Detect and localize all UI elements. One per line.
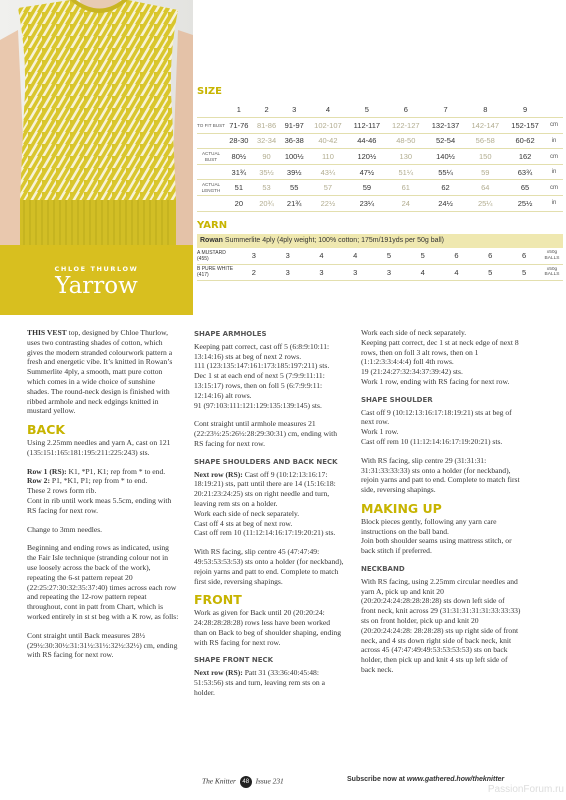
cell: 24½ [426,196,466,212]
cell: 120½ [348,149,386,165]
cell: 152-157 [505,118,545,134]
cell: 21¾ [280,196,308,212]
footer-subscribe [347,776,504,783]
page-number: 48 [240,776,252,788]
size-row [197,149,563,165]
cell: 22½ [308,196,348,212]
size-number: 4 [308,102,348,118]
paragraph: Work as given for Back until 20 (20:20:24: 24:28:28:28:28) rows less have been worked than on Back to beg of shoulder shaping, ending with RS facing for next row. [194,608,341,647]
paragraph: Using 2.25mm needles and yarn A, cast on 121 (135:151:165:181:195:211:225:243) sts. [27,437,171,457]
cell: 64 [465,180,505,196]
paragraph: Cast off rem 10 (11:12:14:16:17:19:20:21) sts. [361,436,503,446]
paragraph: Block pieces gently, following any yarn care instructions on the ball band. [361,516,497,536]
instruction-row [194,470,344,509]
yarn-colour-label: B PURE WHITE (417) [197,264,237,280]
designer-name: CHLOE THURLOW [54,265,139,273]
shape-armholes-heading: SHAPE ARMHOLES [194,330,267,338]
cell: 102-107 [308,118,348,134]
yarn-table [197,248,563,281]
shape-front-neck-heading: SHAPE FRONT NECK [194,656,274,665]
yarn-colour-label: A MUSTARD (455) [197,248,237,264]
cell: 60-62 [505,133,545,149]
cell: 20 [225,196,253,212]
subscribe-link[interactable]: www.gathered.how/theknitter [406,776,505,783]
cell: 5 [507,264,541,280]
size-row [197,180,563,196]
size-row [197,196,563,212]
cell: 35½ [253,164,281,180]
cell: 63¾ [505,164,545,180]
cell: 140½ [426,149,466,165]
column-2 [194,328,344,707]
row-text: Cast off 9 (10:12:13:16:17: 18:19:21) sts, patt until there are 14 (15:16:18: 20:21:23:24:25) sts on right needle and turn, leaving rem sts on a holder. [194,469,336,508]
shape-shoulders-heading: SHAPE SHOULDERS AND BACK NECK [194,457,338,466]
size-heading: SIZE [197,86,223,97]
paragraph: Change to 3mm needles. [27,524,103,534]
row-text: P1, *K1, P1; rep from * to end. [50,476,148,486]
size-number-row [197,102,563,118]
paragraph: Cast off 4 sts at beg of next row. [194,518,293,528]
cell: 25½ [505,196,545,212]
size-number: 1 [225,102,253,118]
cell: 3 [237,248,271,264]
cell: 43¼ [308,164,348,180]
paragraph: Beginning and ending rows as indicated, using the Fair Isle technique (stranding colour not in use loosely across the back of the work), repeating the 6-st pattern repeat 20 (22:25:27:30:32:35:37:40) times across each row and repeating the 12-row pattern repeat throughout, cont in patt from Chart, which is worked entirely in st st beg with a K row, as folls: [27,543,179,621]
cell: 4 [305,248,339,264]
yarn-description [197,234,563,248]
paragraph: Work each side of neck separately. [361,328,467,337]
paragraph: Work each side of neck separately. [194,508,300,518]
cell: 62 [426,180,466,196]
cell: 4 [440,264,474,280]
paragraph: Keeping patt correct, dec 1 st at neck edge of next 8 rows, then on foll 3 alt rows, then on 1 (1:1:2:3:3:4:4:4) foll 4th rows. [361,337,519,367]
unit-cell: in [545,133,563,149]
cell: 71-76 [225,118,253,134]
cell: 132-137 [426,118,466,134]
front-heading: FRONT [194,592,242,608]
cell: 40-42 [308,133,348,149]
magazine-name: The Knitter [202,776,236,786]
instruction-row [27,467,179,477]
unit-cell: cm [545,118,563,134]
yarn-brand: Rowan [200,237,223,244]
cell: 3 [372,264,406,280]
row-label: Row 1 (RS): [27,466,67,476]
unit-cell: in [545,196,563,212]
column-3 [361,328,521,684]
yarn-row [197,264,563,280]
size-number: 5 [348,102,386,118]
cell: 52-54 [426,133,466,149]
row-label: ACTUAL LENGTH [197,180,225,196]
cell: 61 [386,180,426,196]
paragraph: With RS facing, slip centre 29 (31:31:31: 31:31:33:33:33) sts onto a holder (for neckband), rejoin yarns and patt to end. Complete to match first side, reversing shapings. [361,455,520,495]
cell: 44-46 [348,133,386,149]
cell: 150 [465,149,505,165]
cell: 55 [280,180,308,196]
cell: 59 [348,180,386,196]
paragraph: Cast off 9 (10:12:13:16:17:18:19:21) sts at beg of next row. [361,407,512,427]
paragraph: With RS facing, slip centre 45 (47:47:49: 49:53:53:53:53) sts onto a holder (for neckband), rejoin yarns and patt to end. Complete to match first side, reversing shapings. [194,547,344,586]
cell: 25¼ [465,196,505,212]
yarn-row [197,248,563,264]
cell: 57 [308,180,348,196]
cell: 5 [473,264,507,280]
intro-lead: THIS VEST [27,328,67,337]
cell: 6 [473,248,507,264]
size-number: 7 [426,102,466,118]
cell: 47½ [348,164,386,180]
cell: 36-38 [280,133,308,149]
size-number: 6 [386,102,426,118]
cell: 5 [372,248,406,264]
pattern-title: Yarrow [55,273,138,299]
size-number: 3 [280,102,308,118]
neckband-heading: NECKBAND [361,564,405,573]
cell: 59 [465,164,505,180]
intro-paragraph [27,328,179,416]
cell: 24 [386,196,426,212]
paragraph: Work 1 row. [361,427,399,437]
paragraph: Cont straight until armhole measures 21 (22:23½:25:26½:28:29:30:31) cm, ending with RS facing for next row. [194,419,338,448]
cell: 5 [406,248,440,264]
product-photo [0,0,193,245]
row-label: Next row (RS): [194,469,243,479]
cell: 53 [253,180,281,196]
cell: 6 [440,248,474,264]
paragraph: 91 (97:103:111:121:129:135:139:145) sts. [194,400,322,410]
cell: 32-34 [253,133,281,149]
cell: 65 [505,180,545,196]
cell: 162 [505,149,545,165]
cell: 56-58 [465,133,505,149]
subscribe-text: Subscribe now at [347,776,407,783]
unit-cell: in [545,164,563,180]
cell: 112-117 [348,118,386,134]
paragraph: Cont straight until Back measures 28½ (29½:30:30½:31:31½:31½:32½:32½) cm, ending with RS facing for next row. [27,630,178,660]
cell: 55¼ [426,164,466,180]
unit-cell: cm [545,180,563,196]
paragraph: Cast off rem 10 (11:12:14:16:17:19:20:21) sts. [194,528,336,538]
instruction-row [194,668,344,697]
row-label: Next row (RS): [194,668,243,678]
row-label [197,133,225,149]
row-label: Row 2: [27,476,50,486]
cell: 80½ [225,149,253,165]
row-label [197,164,225,180]
cell: 130 [386,149,426,165]
cell: 3 [271,264,305,280]
cell: 31¾ [225,164,253,180]
column-1 [27,328,179,669]
paragraph: These 2 rows form rib. [27,486,97,496]
unit-cell: x50g BALLS [541,248,563,264]
cell: 48-50 [386,133,426,149]
yarn-desc: Summerlite 4ply (4ply weight; 100% cotton; 175m/191yds per 50g ball) [224,237,444,244]
footer-magazine [202,776,284,788]
row-text: Patt 31 (33:36:40:45:48: 51:53:56) sts and turn, leaving rem sts on a holder. [194,668,325,697]
cell: 51 [225,180,253,196]
paragraph: Dec 1 st at each end of next 5 (7:9:9:11:11: 13:15:17) rows, then on foll 5 (6:7:9:9:11: 12:14:16) alt rows. [194,371,325,400]
paragraph: 111 (123:135:147:161:173:185:197:211) sts. [194,361,330,371]
cell: 81-86 [253,118,281,134]
cell: 20¾ [253,196,281,212]
size-row [197,133,563,149]
row-label [197,196,225,212]
paragraph: Keeping patt correct, cast off 5 (6:8:9:10:11: 13:14:16) sts at beg of next 2 rows. [194,341,330,361]
unit-cell: cm [545,149,563,165]
size-number: 2 [253,102,281,118]
unit-cell: x50g BALLS [541,264,563,280]
size-row [197,118,563,134]
row-label: ACTUAL BUST [197,149,225,165]
cell: 6 [507,248,541,264]
cell: 3 [338,264,372,280]
title-band [0,245,193,315]
cell: 3 [271,248,305,264]
issue-number: Issue 231 [255,776,284,786]
making-up-heading: MAKING UP [361,500,442,516]
cell: 2 [237,264,271,280]
size-number: 8 [465,102,505,118]
paragraph: Cont in rib until work meas 5.5cm, ending with RS facing for next row. [27,495,172,515]
paragraph: Join both shoulder seams using mattress stitch, or back stitch if preferred. [361,536,512,556]
cell: 3 [305,264,339,280]
row-label: TO FIT BUST [197,118,225,134]
page-footer [0,774,566,788]
cell: 51¼ [386,164,426,180]
cell: 90 [253,149,281,165]
cell: 110 [308,149,348,165]
row-text: K1, *P1, K1; rep from * to end. [66,466,166,476]
back-heading: BACK [27,422,66,438]
cell: 142-147 [465,118,505,134]
cell: 122-127 [386,118,426,134]
size-row [197,164,563,180]
size-number: 9 [505,102,545,118]
cell: 4 [338,248,372,264]
cell: 23¼ [348,196,386,212]
cell: 39½ [280,164,308,180]
shape-shoulder-heading: SHAPE SHOULDER [361,395,433,404]
paragraph: 19 (21:24:27:32:34:37:39:42) sts. [361,367,463,377]
cell: 91-97 [280,118,308,134]
paragraph: With RS facing, using 2.25mm circular needles and yarn A, pick up and knit 20 (20:20:24:24:28:28:28:28) sts down left side of front neck, knit across 29 (31:31:31:31:31:33:33:33) sts on front holder, pick up and knit 20 (20:20:24:24:28: 28:28:28) sts up right side of front neck, and 4 sts down right side of back neck, knit across 45 (47:47:49:49:53:53:53:53) sts on back holder, then pick up and knit 4 sts up left side of back neck. [361,576,521,674]
intro-text: top, designed by Chloe Thurlow, uses two contrasting shades of cotton, which gives the modern stranded colourwork pattern a fresh and energetic vibe. It’s knitted in Rowan’s Summerlite 4ply, a smooth, matt pure cotton which comes in a wide choice of sunshine shades. The round-neck design is finished with ribbed armhole and neck edgings knitted in mustard yellow. [27,328,173,416]
size-table [197,102,563,212]
watermark: PassionForum.ru [487,784,564,795]
cell: 28-30 [225,133,253,149]
instruction-row [27,476,179,486]
yarn-heading: YARN [197,220,228,231]
cell: 4 [406,264,440,280]
cell: 100½ [280,149,308,165]
paragraph: Work 1 row, ending with RS facing for next row. [361,376,510,386]
